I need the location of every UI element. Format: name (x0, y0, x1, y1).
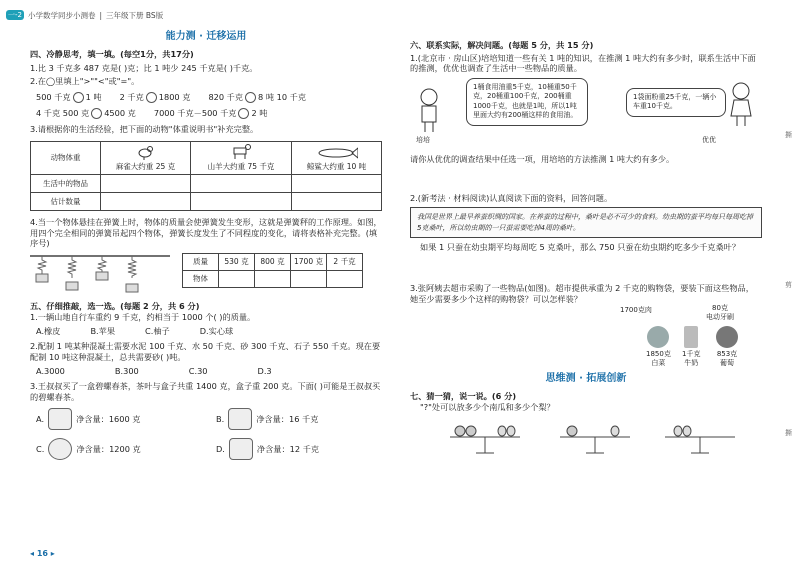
meat-item: 1700克肉 (620, 306, 652, 315)
answer-cell[interactable] (292, 175, 382, 193)
section-banner-ability: 能力测 · 迁移运用 (165, 31, 247, 42)
q1-text: 1.比 3 千克多 487 克是( )克；比 1 吨少 245 千克是( )千克。 (30, 62, 258, 73)
side-mark: 撕 (785, 429, 792, 437)
dialog-figure (410, 78, 762, 152)
sparrow-cell: 麻雀大约重 25 克 (101, 141, 191, 175)
answer-cell[interactable] (291, 271, 327, 288)
option-b[interactable]: B.300 (114, 366, 139, 377)
whale-shark-cell: 鲸鲨大约重 10 吨 (292, 141, 382, 175)
goat-icon (230, 142, 252, 160)
compare-circle[interactable] (238, 108, 249, 119)
section-banner-thinking: 思维测 · 拓展创新 (545, 373, 627, 385)
weight-table: 质量 530 克 800 克 1700 克 2 千克 物体 (182, 253, 363, 288)
q4-text: 4.当一个物体悬挂在弹簧上时，物体的质量会使弹簧发生变形，这就是弹簧秤的工作原理。如图，用四个完全相同的弹簧吊起四个物体，弹簧长度发生了不同程度的变化，请将表格补充完整。(填序号) (30, 217, 382, 249)
section-6-heading: 六、联系实际，解决问题。(每题 5 分，共 15 分) (410, 40, 594, 50)
tea-box-icon (228, 408, 252, 430)
s5-q1: 1.一辆山地自行车重约 9 千克，约相当于 1000 个( )的质量。 (30, 311, 256, 322)
page-number: ◂ 16 ▸ (30, 549, 55, 558)
speech-bubble-youyou: 1袋面粉重25千克，一辆小车重10千克。 (626, 88, 726, 117)
header-grade: 三年级下册 BS版 (106, 10, 164, 20)
table-row-header: 动物体重 (31, 141, 101, 175)
answer-cell[interactable] (101, 193, 191, 211)
side-mark: 剪 (785, 281, 792, 289)
option-a[interactable]: A.3000 (36, 366, 65, 377)
s5-q3: 3.王叔叔买了一盒碧螺春茶，茶叶与盒子共重 1400 克，盒子重 200 克。下面( )可能是王叔叔买的碧螺春茶。 (30, 381, 381, 402)
answer-space[interactable] (410, 165, 762, 193)
section-4-heading: 四、冷静思考，填一填。(每空1分，共17分) (30, 49, 194, 59)
name-youyou: 优优 (702, 135, 716, 144)
answer-cell[interactable] (101, 175, 191, 193)
left-column (30, 24, 382, 468)
answer-cell[interactable] (190, 193, 291, 211)
goat-cell: 山羊大约重 75 千克 (190, 141, 291, 175)
tea-options-row-1 (36, 408, 382, 430)
side-mark: 撕 (785, 131, 792, 139)
tea-option-c[interactable]: C. 净含量：1200 克 (36, 438, 196, 460)
s6-q2-task: 如果 1 只蚕在幼虫期平均每周吃 5 克桑叶，那么 750 只蚕在幼虫期约吃多少千克桑叶？ (420, 242, 741, 253)
s5-q2: 2.配制 1 吨某种混凝土需要水泥 100 千克、水 50 千克、砂 300 千克、石子 550 千克。现在要配制 10 吨这种混凝土，总共需要砂( )吨。 (30, 341, 381, 362)
name-peipei: 培培 (416, 135, 430, 144)
balance-scales-figure (410, 417, 762, 457)
compare-row-1: 500 千克 1 吨 2 千克 1800 克 820 千克 8 吨 10 千克 (36, 91, 307, 102)
answer-cell[interactable] (255, 271, 291, 288)
answer-space[interactable] (410, 253, 762, 283)
header-title: 小学数学同步小测卷 (28, 10, 96, 20)
grapes-icon (716, 326, 738, 348)
tea-option-a[interactable]: A. 净含量：1600 克 (36, 408, 196, 430)
option-d[interactable]: D.实心球 (199, 326, 234, 337)
option-a[interactable]: A.橡皮 (36, 326, 61, 337)
option-c[interactable]: C.30 (188, 366, 208, 377)
compare-circle[interactable] (245, 92, 256, 103)
compare-circle[interactable] (146, 92, 157, 103)
q2-text: 2.在◯里填上">""<"或"="。 (30, 76, 140, 87)
speech-bubble-peipei: 1桶食用油重5千克，10桶重50千克，20桶重100千克，200桶重1000千克，也就是1吨，所以1吨里面大约有200桶这样的食用油。 (466, 78, 588, 126)
s6-q1: 1.(北京市 · 房山区)培培知道一些有关 1 吨的知识，在推测 1 吨大约有多少时，联系生活中下面的推测，优优也调查了生活中一些物品的质量。 (410, 52, 756, 74)
whale-shark-icon (316, 146, 358, 160)
tea-options-row-2 (36, 438, 382, 460)
cabbage-item: 1850克 白菜 (646, 326, 671, 368)
header: 一-2 小学数学同步小测卷 | 三年级下册 BS版 (8, 10, 164, 20)
tea-box-icon (229, 438, 253, 460)
answer-cell[interactable] (327, 271, 363, 288)
header-badge: 一-2 (6, 10, 24, 20)
cabbage-icon (647, 326, 669, 348)
tea-box-icon (48, 408, 72, 430)
option-d[interactable]: D.3 (257, 366, 272, 377)
girl-figure (728, 82, 754, 128)
section-5-heading: 五、仔细推敲，选一选。(每题 2 分，共 6 分) (30, 301, 200, 312)
compare-row-2: 4 千克 500 克 4500 克 7000 千克－500 千克 2 吨 (36, 107, 268, 118)
toothbrush-item: 80克 电动牙刷 (706, 304, 734, 322)
option-b[interactable]: B.苹果 (90, 326, 116, 337)
animal-weight-table: 动物体重 麻雀大约重 25 克 山羊大约重 75 千克 鲸鲨大约重 10 吨 生活中的物品 估计数量 (30, 141, 382, 212)
tea-box-icon (48, 438, 72, 460)
q4-figure-row (30, 253, 382, 295)
s7-question: "?"处可以放多少个南瓜和多少个梨？ (420, 401, 555, 412)
tea-option-d[interactable]: D. 净含量：12 千克 (216, 438, 376, 460)
right-column (410, 36, 762, 459)
compare-circle[interactable] (91, 108, 102, 119)
q3-text: 3.请根据你的生活经验，把下面的动物"体重说明书"补充完整。 (30, 123, 259, 134)
s5-q2-options (36, 366, 382, 377)
compare-circle[interactable] (73, 92, 84, 103)
answer-cell[interactable] (190, 175, 291, 193)
s6-q3: 3.张阿姨去超市采购了一些物品(如图)。超市提供承重为 2 千克的购物袋，要装下面这些物品，她至少需要多少个这样的购物袋？可以怎样装？ (410, 282, 754, 304)
option-c[interactable]: C.柚子 (145, 326, 170, 337)
milk-icon (684, 326, 698, 348)
section-7-heading: 七、猜一猜，说一说。(6 分) (410, 391, 517, 402)
sparrow-icon (135, 142, 155, 160)
grapes-item: 853克 葡萄 (716, 326, 738, 368)
springs-figure (30, 253, 170, 295)
tea-option-b[interactable]: B. 净含量：16 千克 (216, 408, 376, 430)
answer-cell[interactable] (292, 193, 382, 211)
answer-cell[interactable] (219, 271, 255, 288)
s6-q1-task: 请你从优优的调查结果中任选一项，用培培的方法推测 1 吨大约有多少。 (410, 153, 675, 164)
boy-figure (416, 88, 442, 134)
reading-material-box: 我国是世界上最早养蚕织绸的国家。在养蚕的过程中，桑叶是必不可少的食料。幼虫期的蚕平均每只每周吃掉5克桑叶，所以幼虫期的一只蚕需要吃掉4周的桑叶。 (410, 207, 762, 238)
s5-q1-options (36, 326, 382, 337)
s6-q2: 2.(新考法 · 材料阅读)认真阅读下面的资料，回答问题。 (410, 192, 613, 203)
milk-item: 1千克 牛奶 (682, 326, 700, 368)
shopping-figure (410, 304, 762, 366)
